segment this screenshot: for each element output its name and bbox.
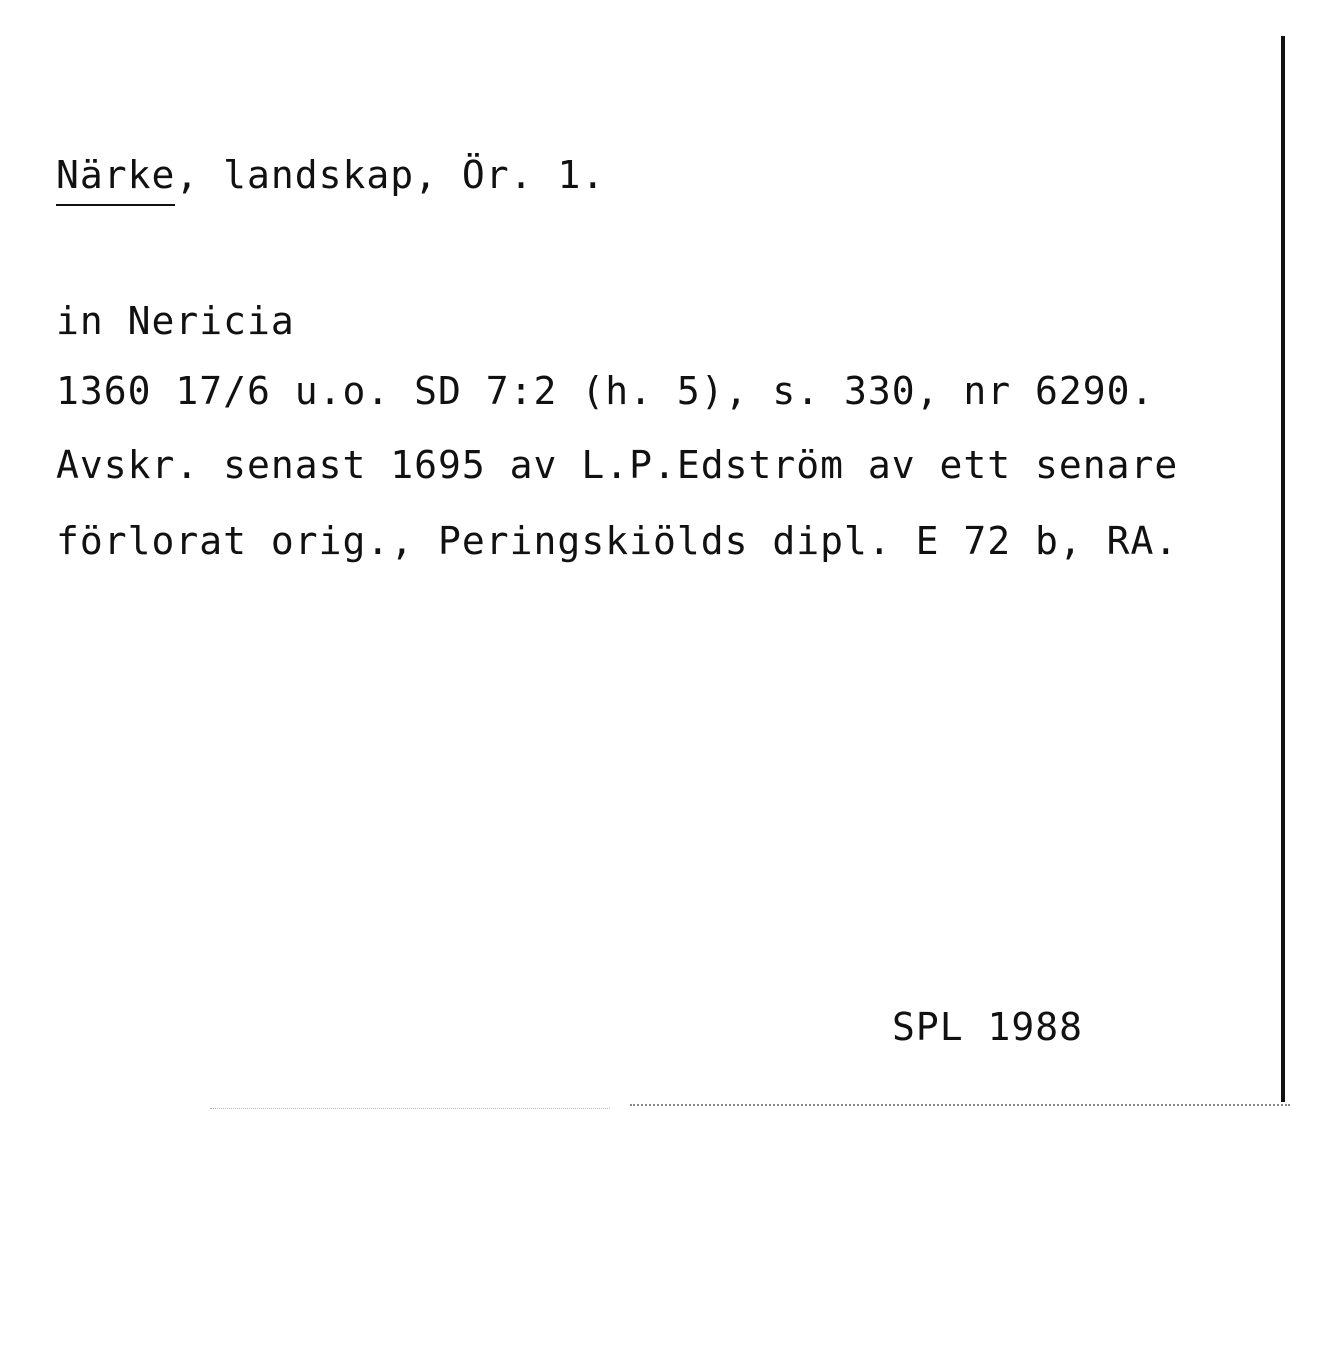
card-heading bbox=[56, 153, 606, 206]
card-bottom-edge bbox=[630, 1104, 1290, 1107]
signature: SPL 1988 bbox=[892, 1005, 1084, 1049]
card-bottom-edge-faint bbox=[210, 1108, 610, 1110]
source-line-3: förlorat orig., Peringskiölds dipl. E 72 b, RA. bbox=[56, 519, 1179, 563]
heading-rest: , landskap, Ör. 1. bbox=[175, 153, 606, 197]
source-line-2: Avskr. senast 1695 av L.P.Edström av ett senare bbox=[56, 443, 1179, 487]
attested-form: in Nericia bbox=[56, 299, 295, 343]
card-right-edge bbox=[1281, 36, 1285, 1102]
source-line-1: 1360 17/6 u.o. SD 7:2 (h. 5), s. 330, nr 6290. bbox=[56, 369, 1155, 413]
headword: Närke bbox=[56, 156, 175, 206]
